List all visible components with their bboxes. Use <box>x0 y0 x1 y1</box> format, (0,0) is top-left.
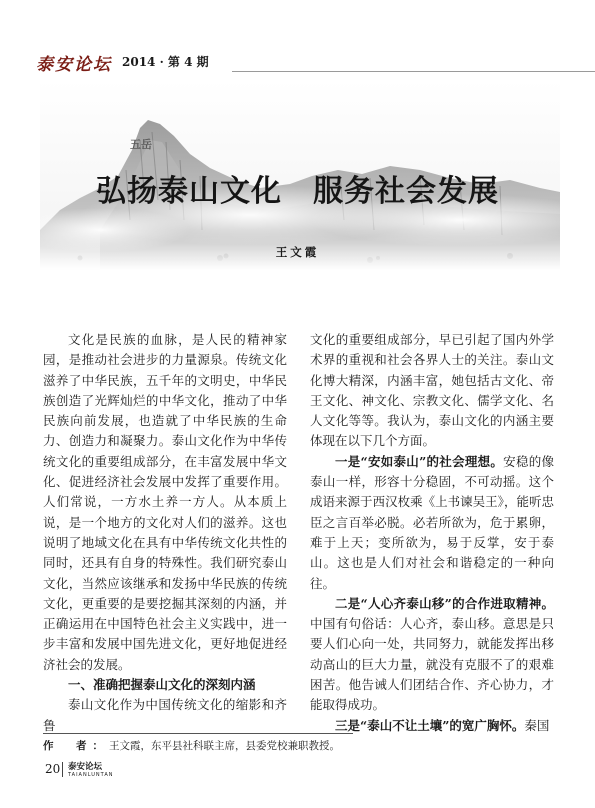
paragraph-body: 安稳的像泰山一样，形容十分稳固，不可动摇。这个成语来源于西汉枚乘《上书谏吴王》，能听忠臣之言百举必脱。必若所欲为，危于累卵，难于上天；变所欲为，易于反掌，安于泰山。这也是人们对社会和谐稳定的一种向往。 <box>310 453 554 591</box>
footer-journal-name: 泰安论坛 <box>68 762 103 772</box>
right-column <box>310 330 554 736</box>
rock-inscription: 五岳 <box>130 138 152 151</box>
footer-journal-pinyin: TAIANLUNTAN <box>68 772 114 778</box>
page-number: 20 <box>45 762 61 776</box>
article-author: 王文霞 <box>275 245 320 259</box>
footnote-text: 王文霞，东平县社科联主席，县委党校兼职教授。 <box>109 740 340 752</box>
section-heading: 一、准确把握泰山文化的深刻内涵 <box>68 677 256 693</box>
paragraph-lead: 三是“泰山不让土壤”的宽广胸怀。 <box>335 717 525 733</box>
paragraph-lead: 二是“人心齐泰山移”的合作进取精神。 <box>335 595 554 611</box>
paragraph-body: 中国有句俗话：人心齐，泰山移。意思是只要人们心向一处，共同努力，就能发挥出移动高山的巨大力量，就没有克服不了的艰难困苦。他告诫人们团结合作、齐心协力，才能取得成功。 <box>310 616 554 713</box>
page-header <box>36 50 564 75</box>
header-rule <box>232 71 595 72</box>
footnote-rule <box>43 733 353 734</box>
article-title: 弘扬泰山文化 服务社会发展 <box>96 174 499 209</box>
left-column <box>43 330 287 736</box>
paragraph: 文化是民族的血脉，是人民的精神家园，是推动社会进步的力量源泉。传统文化滋养了中华民族，五千年的文明史，中华民族创造了光辉灿烂的中华文化，推动了中华民族向前发展，也造就了中华民族的生命力、创造力和凝聚力。泰山文化作为中华传统文化的重要组成部分，在丰富发展中华文化、促进经济社会发展中发挥了重要作用。人们常说，一方水土养一方人。从本质上说，是一个地方的文化对人们的滋养。这也说明了地域文化在具有中华传统文化共性的同时，还具有自身的特殊性。我们研究泰山文化，当然应该继承和发扬中华民族的传统文化，更重要的是要挖掘其深刻的内涵，并正确运用在中国特色社会主义实践中，进一步丰富和发展中国先进文化，更好地促进经济社会的发展。 <box>43 332 287 672</box>
footer-separator <box>62 762 63 777</box>
paragraph-body: 秦国 <box>524 717 550 733</box>
journal-issue: 2014 · 第 4 期 <box>122 55 209 69</box>
footnote-label: 作 者： <box>43 740 109 752</box>
author-footnote <box>43 738 340 753</box>
paragraph: 泰山文化作为中国传统文化的缩影和齐鲁 <box>43 697 287 733</box>
journal-name: 泰安论坛 <box>36 55 112 75</box>
paragraph <box>310 452 554 594</box>
paragraph <box>310 594 554 716</box>
paragraph: 文化的重要组成部分，早已引起了国内外学术界的重视和社会各界人士的关注。泰山文化博大精深，内涵丰富，她包括古文化、帝王文化、神文化、宗教文化、儒学文化、名人文化等等。我认为，泰山文化的内涵主要体现在以下几个方面。 <box>310 332 554 449</box>
paragraph-lead: 一是“安如泰山”的社会理想。 <box>335 453 504 469</box>
